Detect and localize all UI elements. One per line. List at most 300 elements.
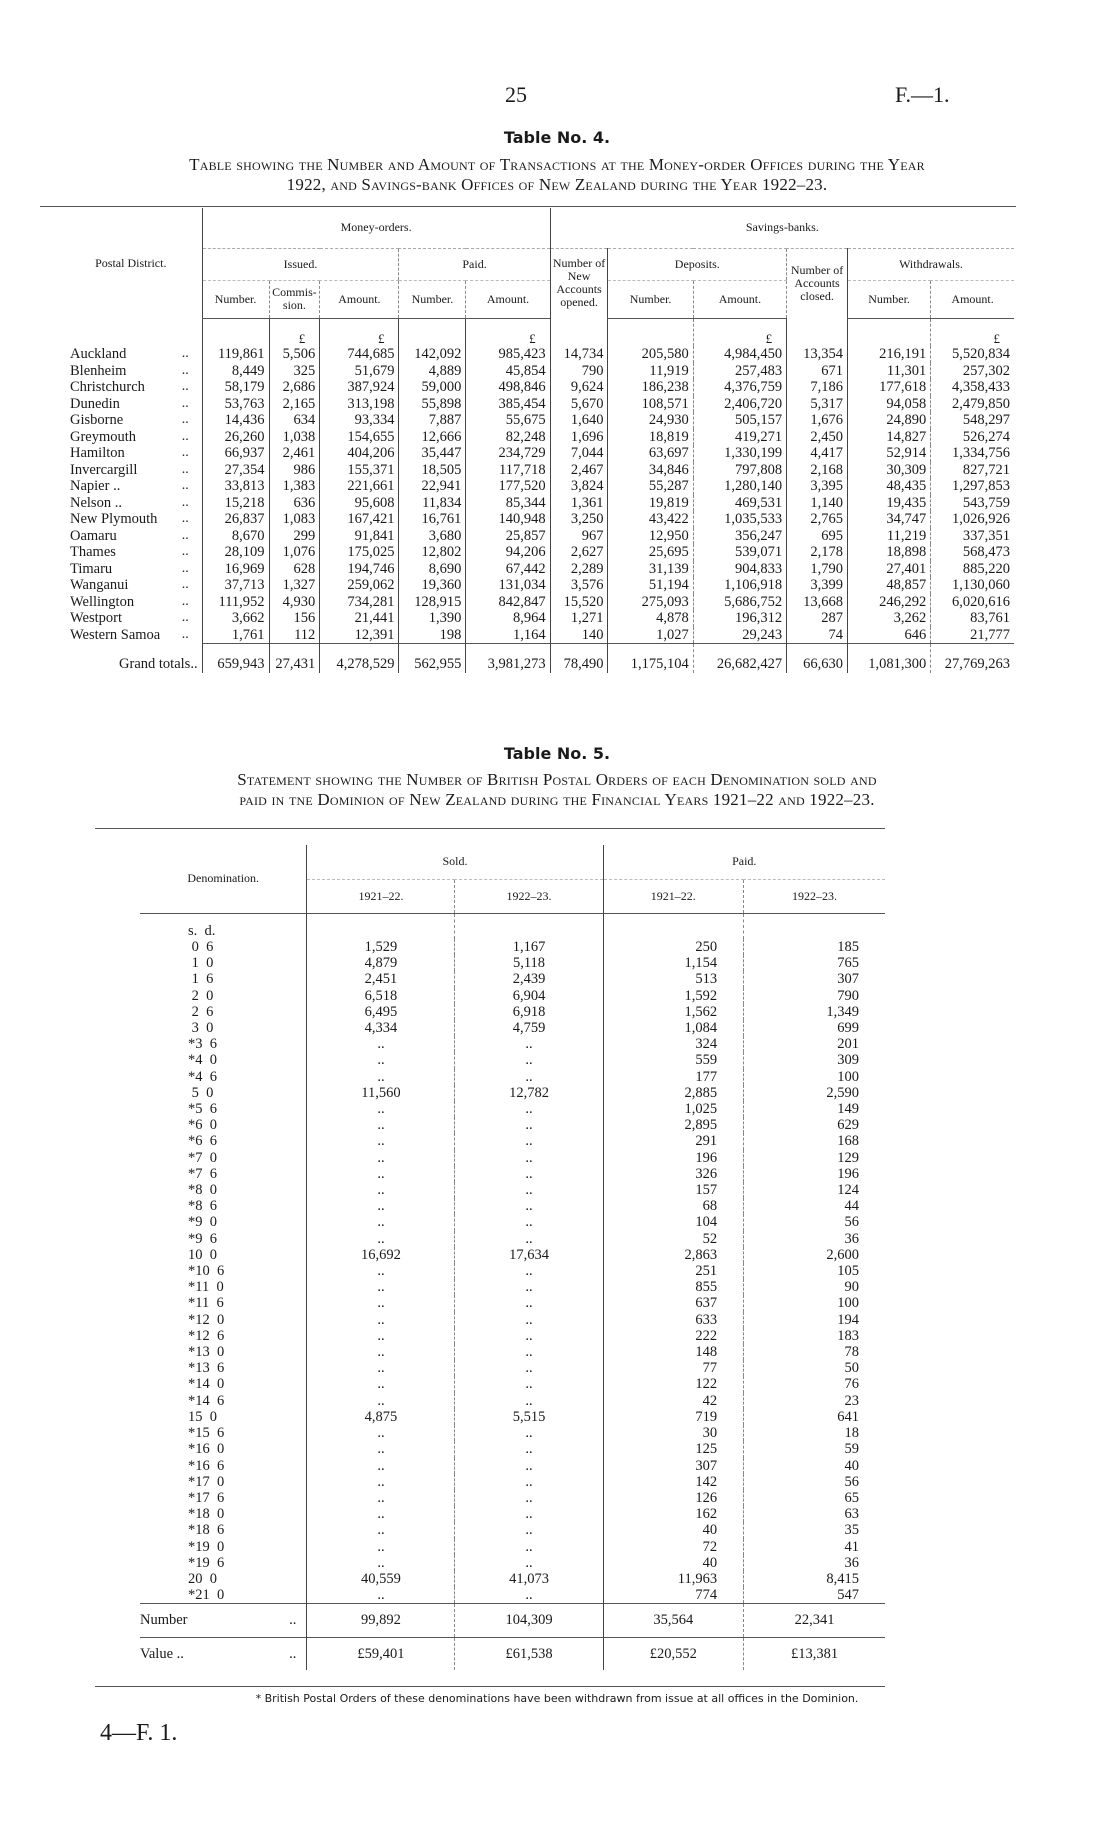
sold-1922-23: .. xyxy=(455,1166,603,1182)
paid-1921-22: 142 xyxy=(603,1474,744,1490)
table-row xyxy=(140,1117,885,1133)
cell-dep-amt: 797,808 xyxy=(693,462,786,479)
table-row xyxy=(140,1571,885,1587)
paid-1921-22: 30 xyxy=(603,1425,744,1441)
paid-1921-22: 162 xyxy=(603,1506,744,1522)
paid-1921-22: 148 xyxy=(603,1344,744,1360)
denomination: *3 6 xyxy=(188,1036,217,1053)
table-row xyxy=(140,1247,885,1263)
cell-iss-num: 58,179 xyxy=(202,379,269,396)
paid-1921-22: 637 xyxy=(603,1295,744,1311)
sold-1921-22: .. xyxy=(307,1263,455,1279)
cell-paid-num: 7,887 xyxy=(399,412,466,429)
sold-1921-22: £59,401 xyxy=(307,1637,455,1670)
paid-1921-22: 633 xyxy=(603,1312,744,1328)
cell-wd-num: 48,435 xyxy=(847,478,930,495)
sold-1922-23: .. xyxy=(455,1312,603,1328)
paid-1922-23: 185 xyxy=(744,939,885,955)
sold-1922-23: .. xyxy=(455,1117,603,1133)
paid-1921-22: 1,084 xyxy=(603,1020,744,1036)
table5-top-rule xyxy=(95,828,885,829)
cell-paid-amt: 498,846 xyxy=(466,379,550,396)
table-row xyxy=(140,1458,885,1474)
table-row xyxy=(140,1587,885,1604)
cell-iss-comm: 325 xyxy=(269,363,320,380)
table-row xyxy=(60,445,1014,462)
paid-1922-23: 100 xyxy=(744,1295,885,1311)
cell-iss-num: 119,861 xyxy=(202,346,269,363)
table-row xyxy=(60,429,1014,446)
cell-iss-amt: 313,198 xyxy=(320,396,399,413)
denomination: 2 0 xyxy=(188,987,214,1004)
sold-1921-22: .. xyxy=(307,1101,455,1117)
district-name: Christchurch xyxy=(70,379,145,395)
header-issued-amount: Amount. xyxy=(320,280,399,318)
table-row xyxy=(60,412,1014,429)
total-wd-num: 1,081,300 xyxy=(847,644,930,673)
cell-new-acc: 7,044 xyxy=(550,445,608,462)
cell-paid-num: 1,390 xyxy=(399,610,466,627)
paid-1921-22: 326 xyxy=(603,1166,744,1182)
cell-iss-comm: 1,038 xyxy=(269,429,320,446)
sold-1921-22: .. xyxy=(307,1117,455,1133)
table4-top-rule xyxy=(40,206,1016,207)
paid-1922-23: 90 xyxy=(744,1279,885,1295)
denomination: 2 6 xyxy=(188,1003,214,1020)
cell-iss-amt: 91,841 xyxy=(320,528,399,545)
sold-1921-22: .. xyxy=(307,1036,455,1052)
cell-wd-num: 3,262 xyxy=(847,610,930,627)
cell-dep-num: 24,930 xyxy=(608,412,693,429)
cell-new-acc: 2,467 xyxy=(550,462,608,479)
paid-1921-22: 324 xyxy=(603,1036,744,1052)
cell-closed: 1,140 xyxy=(787,495,848,512)
denomination: *9 0 xyxy=(188,1214,217,1231)
cell-wd-amt: 827,721 xyxy=(931,462,1014,479)
cell-iss-amt: 93,334 xyxy=(320,412,399,429)
cell-dep-amt: 469,531 xyxy=(693,495,786,512)
sold-1922-23: .. xyxy=(455,1376,603,1392)
cell-dep-amt: 1,106,918 xyxy=(693,577,786,594)
cell-paid-num: 12,666 xyxy=(399,429,466,446)
cell-iss-comm: 1,083 xyxy=(269,511,320,528)
cell-wd-num: 646 xyxy=(847,627,930,644)
page-number: 25 xyxy=(505,82,527,107)
cell-wd-amt: 83,761 xyxy=(931,610,1014,627)
paid-1922-23: 35 xyxy=(744,1522,885,1538)
paid-1922-23: 547 xyxy=(744,1587,885,1604)
cell-wd-amt: 6,020,616 xyxy=(931,594,1014,611)
cell-iss-amt: 155,371 xyxy=(320,462,399,479)
sold-1921-22: 16,692 xyxy=(307,1247,455,1263)
cell-wd-amt: 548,297 xyxy=(931,412,1014,429)
sold-1922-23: .. xyxy=(455,1328,603,1344)
table-row xyxy=(60,495,1014,512)
table-row xyxy=(60,544,1014,561)
district-name: Westport xyxy=(70,610,122,626)
sold-1922-23: .. xyxy=(455,1344,603,1360)
cell-paid-amt: 25,857 xyxy=(466,528,550,545)
paid-1922-23: 59 xyxy=(744,1441,885,1457)
cell-iss-num: 66,937 xyxy=(202,445,269,462)
paid-1921-22: 122 xyxy=(603,1376,744,1392)
denomination: 5 0 xyxy=(188,1084,214,1101)
table-row xyxy=(60,346,1014,363)
district-name: Gisborne xyxy=(70,412,124,428)
paid-1922-23: 168 xyxy=(744,1133,885,1149)
sold-1922-23: 17,634 xyxy=(455,1247,603,1263)
denomination: *8 6 xyxy=(188,1198,217,1215)
paid-1921-22: 77 xyxy=(603,1360,744,1376)
sold-1922-23: £61,538 xyxy=(455,1637,603,1670)
header-deposits-number: Number. xyxy=(608,280,693,318)
cell-wd-amt: 4,358,433 xyxy=(931,379,1014,396)
summary-label: Number .. xyxy=(140,1604,307,1637)
cell-wd-amt: 2,479,850 xyxy=(931,396,1014,413)
sold-1922-23: .. xyxy=(455,1214,603,1230)
cell-new-acc: 140 xyxy=(550,627,608,644)
paid-1921-22: 291 xyxy=(603,1133,744,1149)
district-name: Blenheim xyxy=(70,362,127,379)
cell-wd-num: 14,827 xyxy=(847,429,930,446)
paid-1922-23: 40 xyxy=(744,1458,885,1474)
table-row xyxy=(140,1409,885,1425)
paid-1921-22: 52 xyxy=(603,1231,744,1247)
leader-dots: .. xyxy=(181,395,189,411)
cell-dep-num: 4,878 xyxy=(608,610,693,627)
cell-iss-comm: 299 xyxy=(269,528,320,545)
sold-1922-23: 6,918 xyxy=(455,1004,603,1020)
paid-1921-22: 126 xyxy=(603,1490,744,1506)
cell-wd-amt: 257,302 xyxy=(931,363,1014,380)
sold-1921-22: 6,495 xyxy=(307,1004,455,1020)
cell-wd-amt: 543,759 xyxy=(931,495,1014,512)
paid-1921-22: 250 xyxy=(603,939,744,955)
cell-dep-amt: 1,330,199 xyxy=(693,445,786,462)
sold-1922-23: 41,073 xyxy=(455,1571,603,1587)
sold-1922-23: .. xyxy=(455,1198,603,1214)
cell-wd-num: 94,058 xyxy=(847,396,930,413)
header-issued-number: Number. xyxy=(202,280,269,318)
leader-dots: .. xyxy=(181,346,189,362)
denomination: *5 6 xyxy=(188,1101,217,1118)
cell-paid-num: 8,690 xyxy=(399,561,466,578)
sold-1921-22: .. xyxy=(307,1295,455,1311)
cell-closed: 13,668 xyxy=(787,594,848,611)
table-row xyxy=(140,1182,885,1198)
cell-iss-comm: 634 xyxy=(269,412,320,429)
sold-1922-23: .. xyxy=(455,1182,603,1198)
denomination: *17 6 xyxy=(188,1489,225,1506)
cell-paid-num: 128,915 xyxy=(399,594,466,611)
cell-closed: 1,676 xyxy=(787,412,848,429)
paid-1921-22: 513 xyxy=(603,971,744,987)
sold-1922-23: 104,309 xyxy=(455,1604,603,1637)
paid-1922-23: 194 xyxy=(744,1312,885,1328)
table-row xyxy=(140,1312,885,1328)
table-row xyxy=(140,1539,885,1555)
sold-1921-22: .. xyxy=(307,1328,455,1344)
cell-closed: 13,354 xyxy=(787,346,848,363)
cell-dep-num: 186,238 xyxy=(608,379,693,396)
header-paid-1921-22: 1921–22. xyxy=(603,879,744,913)
cell-iss-num: 37,713 xyxy=(202,577,269,594)
cell-wd-num: 11,301 xyxy=(847,363,930,380)
sold-1922-23: .. xyxy=(455,1133,603,1149)
paid-1921-22: 774 xyxy=(603,1587,744,1604)
paid-1921-22: 177 xyxy=(603,1069,744,1085)
cell-dep-num: 275,093 xyxy=(608,594,693,611)
table-row xyxy=(140,1214,885,1230)
sold-1922-23: .. xyxy=(455,1587,603,1604)
cell-paid-num: 22,941 xyxy=(399,478,466,495)
sold-1922-23: .. xyxy=(455,1522,603,1538)
paid-1922-23: 196 xyxy=(744,1166,885,1182)
cell-dep-amt: 2,406,720 xyxy=(693,396,786,413)
cell-iss-amt: 21,441 xyxy=(320,610,399,627)
page-signature: 4—F. 1. xyxy=(100,1720,178,1746)
paid-1922-23: 309 xyxy=(744,1052,885,1068)
paid-1922-23: 765 xyxy=(744,955,885,971)
header-paid-number: Number. xyxy=(399,280,466,318)
cell-new-acc: 1,271 xyxy=(550,610,608,627)
sold-1921-22: .. xyxy=(307,1231,455,1247)
paid-1922-23: 78 xyxy=(744,1344,885,1360)
paid-1921-22: 719 xyxy=(603,1409,744,1425)
cell-iss-num: 53,763 xyxy=(202,396,269,413)
cell-wd-num: 19,435 xyxy=(847,495,930,512)
table-row xyxy=(140,1263,885,1279)
sold-1922-23: .. xyxy=(455,1506,603,1522)
sold-1922-23: .. xyxy=(455,1441,603,1457)
paid-1921-22: 68 xyxy=(603,1198,744,1214)
cell-iss-comm: 628 xyxy=(269,561,320,578)
table-row xyxy=(140,1360,885,1376)
sold-1921-22: .. xyxy=(307,1522,455,1538)
paid-1922-23: 100 xyxy=(744,1069,885,1085)
paid-1922-23: 36 xyxy=(744,1231,885,1247)
table-row xyxy=(60,561,1014,578)
sold-1921-22: .. xyxy=(307,1182,455,1198)
cell-iss-amt: 744,685 xyxy=(320,346,399,363)
district-name: Thames xyxy=(70,544,116,560)
paid-1921-22: 1,154 xyxy=(603,955,744,971)
sold-1922-23: .. xyxy=(455,1279,603,1295)
sold-1921-22: .. xyxy=(307,1441,455,1457)
parliamentary-reference: F.—1. xyxy=(895,82,950,107)
cell-dep-num: 31,139 xyxy=(608,561,693,578)
table-row xyxy=(140,1522,885,1538)
sold-1922-23: 4,759 xyxy=(455,1020,603,1036)
table5-subtitle-line2: paid in tne Dominion of New Zealand during the Financial Years 1921–22 and 1922–23. xyxy=(239,790,875,809)
denomination: *14 6 xyxy=(188,1392,225,1409)
cell-iss-comm: 2,461 xyxy=(269,445,320,462)
sold-1921-22: 2,451 xyxy=(307,971,455,987)
cell-wd-amt: 1,297,853 xyxy=(931,478,1014,495)
cell-dep-amt: 1,035,533 xyxy=(693,511,786,528)
denomination: *12 0 xyxy=(188,1311,225,1328)
denomination: *4 0 xyxy=(188,1052,217,1069)
table-row xyxy=(60,462,1014,479)
table-row xyxy=(60,577,1014,594)
paid-1921-22: 196 xyxy=(603,1150,744,1166)
cell-iss-comm: 2,686 xyxy=(269,379,320,396)
table-row xyxy=(140,1150,885,1166)
sold-1921-22: 11,560 xyxy=(307,1085,455,1101)
cell-new-acc: 9,624 xyxy=(550,379,608,396)
cell-dep-num: 19,819 xyxy=(608,495,693,512)
cell-new-acc: 1,696 xyxy=(550,429,608,446)
cell-wd-num: 48,857 xyxy=(847,577,930,594)
paid-1922-23: 22,341 xyxy=(744,1604,885,1637)
paid-1921-22: 2,863 xyxy=(603,1247,744,1263)
table-row xyxy=(140,1474,885,1490)
header-sold-1922-23: 1922–23. xyxy=(455,879,603,913)
total-paid-amt: 3,981,273 xyxy=(466,644,550,673)
cell-iss-num: 15,218 xyxy=(202,495,269,512)
pound-sign: £ xyxy=(320,318,399,346)
header-new-accounts: Number of New Accounts opened. xyxy=(550,248,608,318)
denomination: 1 6 xyxy=(188,971,214,988)
header-closed-accounts: Number of Accounts closed. xyxy=(787,248,848,318)
sold-1921-22: 6,518 xyxy=(307,988,455,1004)
paid-1921-22: 1,025 xyxy=(603,1101,744,1117)
cell-paid-num: 198 xyxy=(399,627,466,644)
cell-wd-amt: 21,777 xyxy=(931,627,1014,644)
table4-money-orders-savings-banks xyxy=(60,208,1014,673)
paid-1922-23: 2,590 xyxy=(744,1085,885,1101)
table-row xyxy=(140,1279,885,1295)
cell-dep-amt: 4,376,759 xyxy=(693,379,786,396)
cell-closed: 2,765 xyxy=(787,511,848,528)
table-row xyxy=(60,610,1014,627)
paid-1922-23: 18 xyxy=(744,1425,885,1441)
cell-dep-num: 108,571 xyxy=(608,396,693,413)
cell-wd-amt: 337,351 xyxy=(931,528,1014,545)
denomination: *21 0 xyxy=(188,1587,225,1604)
table-row xyxy=(140,1231,885,1247)
denomination: *16 6 xyxy=(188,1457,225,1474)
paid-1922-23: 129 xyxy=(744,1150,885,1166)
paid-1922-23: 307 xyxy=(744,971,885,987)
district-name: Oamaru xyxy=(70,527,117,544)
denomination: *10 6 xyxy=(188,1263,225,1280)
cell-dep-amt: 505,157 xyxy=(693,412,786,429)
denomination: 20 0 xyxy=(188,1570,217,1587)
cell-new-acc: 2,627 xyxy=(550,544,608,561)
district-name: Western Samoa xyxy=(70,626,161,643)
header-issued: Issued. xyxy=(202,248,399,280)
paid-1922-23: £13,381 xyxy=(744,1637,885,1670)
table4-subtitle xyxy=(0,155,1114,195)
leader-dots: .. xyxy=(181,527,189,543)
paid-1921-22: 1,562 xyxy=(603,1004,744,1020)
cell-iss-num: 1,761 xyxy=(202,627,269,644)
cell-wd-num: 27,401 xyxy=(847,561,930,578)
header-postal-district: Postal District. xyxy=(95,255,167,270)
header-denomination: Denomination. xyxy=(187,871,260,886)
paid-1922-23: 56 xyxy=(744,1474,885,1490)
denomination: 10 0 xyxy=(188,1246,217,1263)
cell-paid-num: 16,761 xyxy=(399,511,466,528)
cell-iss-comm: 986 xyxy=(269,462,320,479)
footnote: * British Postal Orders of these denominations have been withdrawn from issue at all offices in the Dominion. xyxy=(255,1692,859,1705)
pound-sign: £ xyxy=(466,318,550,346)
cell-iss-amt: 734,281 xyxy=(320,594,399,611)
cell-paid-num: 35,447 xyxy=(399,445,466,462)
summary-label: Value .. .. xyxy=(140,1637,307,1670)
sold-1922-23: 2,439 xyxy=(455,971,603,987)
total-iss-comm: 27,431 xyxy=(269,644,320,673)
cell-iss-num: 26,260 xyxy=(202,429,269,446)
paid-1921-22: 42 xyxy=(603,1393,744,1409)
cell-dep-amt: 356,247 xyxy=(693,528,786,545)
table5-bottom-rule xyxy=(95,1686,885,1687)
table-row xyxy=(140,1555,885,1571)
cell-iss-comm: 4,930 xyxy=(269,594,320,611)
paid-1922-23: 50 xyxy=(744,1360,885,1376)
sold-1921-22: .. xyxy=(307,1312,455,1328)
sold-1921-22: .. xyxy=(307,1376,455,1392)
cell-closed: 695 xyxy=(787,528,848,545)
cell-dep-num: 63,697 xyxy=(608,445,693,462)
paid-1921-22: 307 xyxy=(603,1458,744,1474)
denomination: *7 0 xyxy=(188,1149,217,1166)
cell-paid-amt: 82,248 xyxy=(466,429,550,446)
total-dep-num: 1,175,104 xyxy=(608,644,693,673)
sold-1922-23: .. xyxy=(455,1539,603,1555)
cell-closed: 1,790 xyxy=(787,561,848,578)
cell-closed: 74 xyxy=(787,627,848,644)
denomination: *17 0 xyxy=(188,1473,225,1490)
table-row xyxy=(60,396,1014,413)
leader-dots: .. xyxy=(181,627,189,642)
cell-iss-num: 14,436 xyxy=(202,412,269,429)
header-withdrawals-number: Number. xyxy=(847,280,930,318)
paid-1922-23: 1,349 xyxy=(744,1004,885,1020)
cell-paid-amt: 45,854 xyxy=(466,363,550,380)
sold-1922-23: .. xyxy=(455,1052,603,1068)
paid-1921-22: 2,895 xyxy=(603,1117,744,1133)
cell-closed: 287 xyxy=(787,610,848,627)
cell-closed: 4,417 xyxy=(787,445,848,462)
paid-1922-23: 76 xyxy=(744,1376,885,1392)
cell-dep-amt: 904,833 xyxy=(693,561,786,578)
district-name: Dunedin xyxy=(70,395,120,412)
cell-dep-amt: 539,071 xyxy=(693,544,786,561)
cell-paid-amt: 842,847 xyxy=(466,594,550,611)
header-sold: Sold. xyxy=(307,845,603,879)
sold-1922-23: 5,118 xyxy=(455,955,603,971)
header-savings-banks: Savings-banks. xyxy=(550,208,1014,248)
table-row xyxy=(140,1198,885,1214)
cell-paid-amt: 67,442 xyxy=(466,561,550,578)
denomination: *19 6 xyxy=(188,1554,225,1571)
paid-1922-23: 201 xyxy=(744,1036,885,1052)
cell-new-acc: 15,520 xyxy=(550,594,608,611)
denomination: *11 6 xyxy=(188,1295,224,1312)
district-name: Timaru xyxy=(70,560,113,577)
table-row xyxy=(140,1020,885,1036)
cell-iss-amt: 259,062 xyxy=(320,577,399,594)
table-row xyxy=(60,511,1014,528)
cell-new-acc: 790 xyxy=(550,363,608,380)
cell-paid-amt: 177,520 xyxy=(466,478,550,495)
cell-iss-comm: 156 xyxy=(269,610,320,627)
denomination: *6 6 xyxy=(188,1133,217,1150)
district-name: Greymouth xyxy=(70,428,137,445)
cell-iss-num: 8,449 xyxy=(202,363,269,380)
